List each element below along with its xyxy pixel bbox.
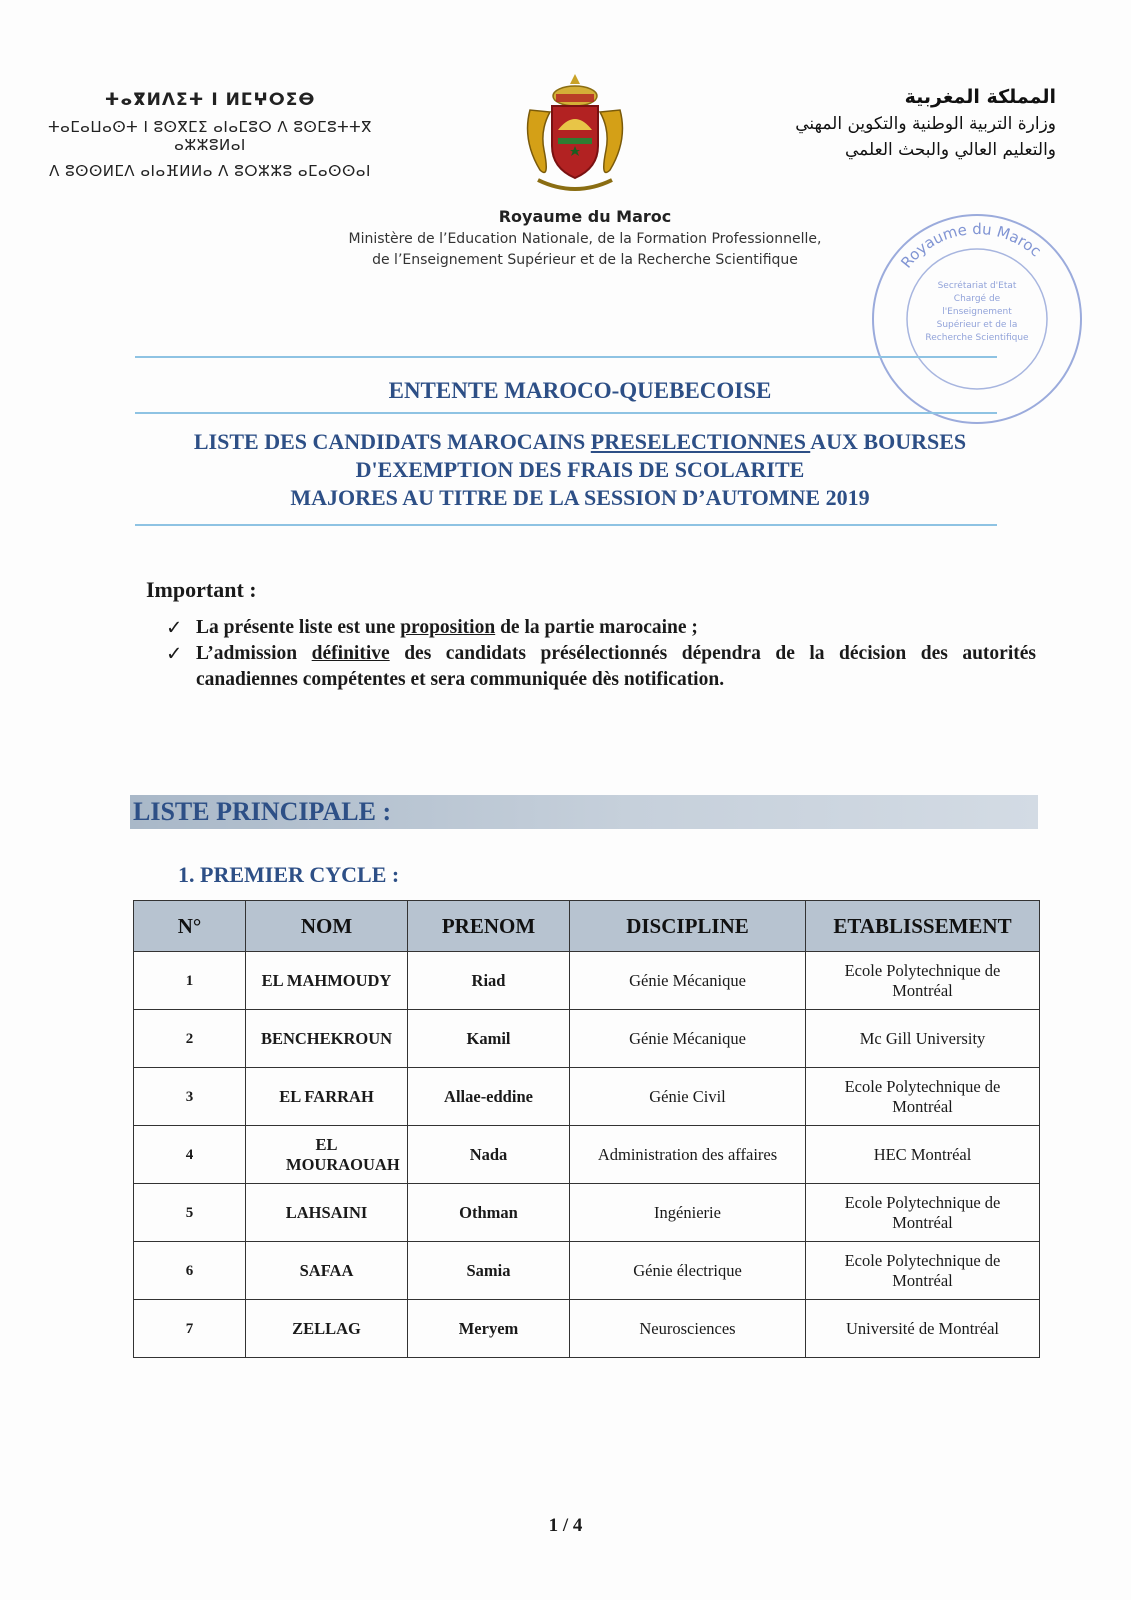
ministry-line-1: Ministère de l’Education Nationale, de la Formation Professionnelle, [348,231,822,247]
title2-line-3: MAJORES AU TITRE DE LA SESSION D’AUTOMNE 2019 [290,485,870,510]
stamp-inner-text: Secrétariat d'Etat Chargé de l'Enseignement Supérieur et de la Recherche Scientifique [925,281,1029,343]
cell-numero: 7 [134,1300,246,1358]
cell-nom: ZELLAG [246,1300,408,1358]
cell-prenom: Allae-eddine [408,1068,570,1126]
cell-prenom: Othman [408,1184,570,1242]
tifinagh-header [40,90,380,180]
bullet1-part1: La présente liste est une [196,617,401,638]
cell-prenom: Meryem [408,1300,570,1358]
candidates-table [133,900,1040,1358]
title2-part2: AUX BOURSES [810,429,967,454]
arabic-line-1: المملكة المغربية [904,86,1056,108]
col-header-numero: N° [134,901,246,952]
cell-prenom: Riad [408,952,570,1010]
cell-etablissement: Ecole Polytechnique de Montréal [806,1068,1040,1126]
cell-discipline: Administration des affaires [570,1126,806,1184]
cell-numero: 5 [134,1184,246,1242]
divider-bottom [135,524,997,526]
cell-nom: EL FARRAH [246,1068,408,1126]
bullet1-underlined: proposition [400,617,496,638]
cell-etablissement: Université de Montréal [806,1300,1040,1358]
cell-etablissement: Mc Gill University [806,1010,1040,1068]
page-number: 1 / 4 [548,1515,583,1536]
bullet2-part1: L’admission [196,643,312,664]
royaume-label: Royaume du Maroc [498,207,672,226]
cell-prenom: Nada [408,1126,570,1184]
checkmark-icon: ✓ [166,616,183,639]
ministry-line-2: de l’Enseignement Supérieur et de la Recherche Scientifique [372,252,798,268]
table-row [134,1010,1040,1068]
cell-numero: 1 [134,952,246,1010]
title2-line-2: D'EXEMPTION DES FRAIS DE SCOLARITE [355,457,805,482]
table-row [134,1242,1040,1300]
title-liste-candidats [120,428,1040,512]
divider-top [135,356,997,358]
table-row [134,1184,1040,1242]
arabic-header [716,86,1056,160]
table-row [134,1068,1040,1126]
cell-numero: 3 [134,1068,246,1126]
bullet2-underlined: définitive [311,643,390,664]
bullet2-part2: des candidats présélectionnés dépendra de la décision des autorités canadiennes compétentes et sera communiquée dès notification. [196,643,1036,690]
cell-numero: 4 [134,1126,246,1184]
cell-etablissement: Ecole Polytechnique de Montréal [806,1184,1040,1242]
cell-discipline: Génie Mécanique [570,952,806,1010]
cell-discipline: Ingénierie [570,1184,806,1242]
arabic-line-3: والتعليم العالي والبحث العلمي [845,140,1056,160]
coat-of-arms-icon [514,70,636,198]
cell-etablissement: HEC Montréal [806,1126,1040,1184]
stamp-outer-text: Royaume du Maroc [897,219,1045,272]
tifinagh-line-1: ⵜⴰⴳⵍⴷⵉⵜ ⵏ ⵍⵎⵖⵔⵉⴱ [104,90,316,110]
cell-discipline: Génie Civil [570,1068,806,1126]
cell-prenom: Kamil [408,1010,570,1068]
cell-nom: LAHSAINI [246,1184,408,1242]
table-row [134,1126,1040,1184]
cell-numero: 2 [134,1010,246,1068]
important-bullet-2 [166,641,1036,693]
arabic-line-2: وزارة التربية الوطنية والتكوين المهني [795,114,1056,134]
cell-prenom: Samia [408,1242,570,1300]
table-row [134,952,1040,1010]
liste-principale-title: LISTE PRINCIPALE : [133,797,392,826]
bullet1-part2: de la partie marocaine ; [495,617,698,638]
cell-discipline: Neurosciences [570,1300,806,1358]
important-label: Important : [146,577,257,602]
checkmark-icon: ✓ [166,642,183,665]
col-header-discipline: DISCIPLINE [570,901,806,952]
cell-nom: SAFAA [246,1242,408,1300]
cell-nom: EL MAHMOUDY [246,952,408,1010]
col-header-prenom: PRENOM [408,901,570,952]
cell-numero: 6 [134,1242,246,1300]
table-row [134,1300,1040,1358]
title-entente: ENTENTE MAROCO-QUEBECOISE [388,378,772,403]
cell-nom: EL MOURAOUAH [246,1126,408,1184]
divider-middle [135,412,997,414]
cell-nom: BENCHEKROUN [246,1010,408,1068]
cell-discipline: Génie électrique [570,1242,806,1300]
tifinagh-line-3: ⴷ ⵓⵙⵙⵍⵎⴷ ⴰⵏⴰⴼⵍⵍⴰ ⴷ ⵓⵔⵣⵣⵓ ⴰⵎⴰⵙⵙⴰⵏ [49,162,371,180]
ministry-header [300,207,870,268]
col-header-etablissement: ETABLISSEMENT [806,901,1040,952]
col-header-nom: NOM [246,901,408,952]
important-bullet-1 [166,615,1036,641]
table-header-row [134,901,1040,952]
svg-text:Royaume du Maroc [897,220,1044,271]
cell-etablissement: Ecole Polytechnique de Montréal [806,952,1040,1010]
title2-line-1 [120,428,1040,456]
cell-etablissement: Ecole Polytechnique de Montréal [806,1242,1040,1300]
premier-cycle-heading: 1. PREMIER CYCLE : [178,862,400,887]
tifinagh-line-2: ⵜⴰⵎⴰⵡⴰⵙⵜ ⵏ ⵓⵙⴳⵎⵉ ⴰⵏⴰⵎⵓⵔ ⴷ ⵓⵙⵎⵓⵜⵜⴳ ⴰⵣⵣⵓⵍⴰⵏ [48,118,372,154]
title2-part1: LISTE DES CANDIDATS MAROCAINS [193,429,591,454]
cell-discipline: Génie Mécanique [570,1010,806,1068]
title2-underlined: PRESELECTIONNES [590,429,811,454]
